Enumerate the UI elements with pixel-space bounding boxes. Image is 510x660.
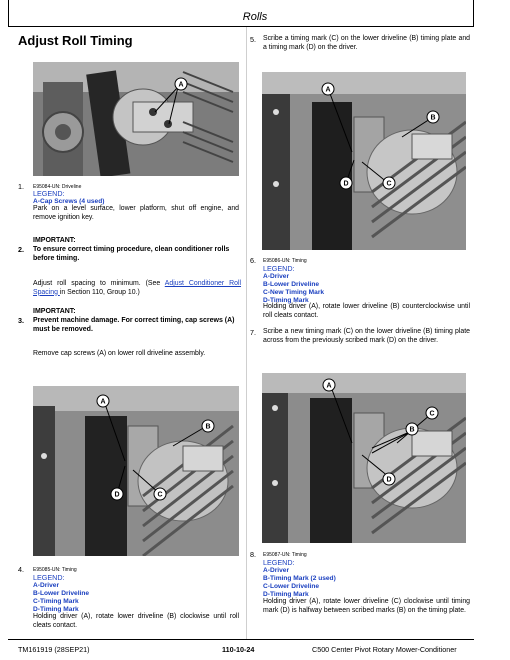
header-rule bbox=[8, 26, 474, 27]
footer-manual-title: C500 Center Pivot Rotary Mower-Conditioner bbox=[312, 645, 457, 654]
fig8-number: 8. bbox=[250, 550, 256, 559]
footer-rule bbox=[8, 639, 474, 640]
fig4-caption: E95085-UN: Timing bbox=[33, 567, 77, 573]
section-title: Adjust Roll Timing bbox=[18, 33, 133, 48]
fig1-legend-heading: LEGEND: bbox=[33, 189, 65, 198]
callout-a: A bbox=[100, 398, 106, 406]
fig4-legend-heading: LEGEND: bbox=[33, 573, 65, 582]
callout-c: C bbox=[386, 180, 392, 188]
fig8-caption: E95087-UN: Timing bbox=[263, 552, 307, 558]
step1-text: Park on a level surface, lower platform, shut off engine, and remove ignition key. bbox=[33, 205, 239, 221]
fig4-legend-item: D-Timing Mark bbox=[33, 606, 79, 613]
fig4-legend-item: B-Lower Driveline bbox=[33, 590, 90, 597]
important2-number: 3. bbox=[18, 316, 24, 325]
figure-8-photo bbox=[262, 373, 466, 543]
footer-page-number: 110-10-24 bbox=[222, 645, 255, 654]
callout-d: D bbox=[343, 180, 349, 188]
important2-heading: IMPORTANT: bbox=[33, 308, 76, 315]
fig8-legend-item: B-Timing Mark (2 used) bbox=[263, 575, 336, 582]
callout-b: B bbox=[409, 426, 415, 434]
step5-number: 5. bbox=[250, 35, 256, 44]
step4-text: Holding driver (A), rotate lower driveline (B) clockwise until roll cleats contact. bbox=[33, 613, 239, 629]
page-header-title: Rolls bbox=[242, 11, 268, 23]
fig6-legend-heading: LEGEND: bbox=[263, 264, 295, 273]
fig6-number: 6. bbox=[250, 256, 256, 265]
callout-d: D bbox=[386, 476, 392, 484]
step7-text: Scribe a new timing mark (C) on the lower driveline (B) timing plate across from the previously scribed mark (D) on the driver. bbox=[263, 328, 470, 344]
callout-b: B bbox=[205, 423, 211, 431]
fig6-legend-item: C-New Timing Mark bbox=[263, 289, 325, 296]
step8-text: Holding driver (A), rotate lower driveline (C) clockwise until timing mark (D) is halfway between scribed marks (B) on the timing plate. bbox=[263, 598, 470, 614]
step7-number: 7. bbox=[250, 328, 256, 337]
important2-text: Prevent machine damage. For correct timing, cap screws (A) must be removed. bbox=[33, 317, 235, 333]
remove-cap-screws-text: Remove cap screws (A) on lower roll driveline assembly. bbox=[33, 350, 206, 357]
fig1-caption: E95084-UN: Driveline bbox=[33, 184, 82, 190]
adjust-conditioner-roll-spacing-link[interactable]: Adjust Conditioner Roll Spacing bbox=[33, 280, 242, 296]
fig4-legend-item: C-Timing Mark bbox=[33, 598, 79, 605]
figure-6-photo bbox=[262, 72, 466, 250]
callout-a: A bbox=[178, 81, 184, 89]
fig8-legend-item: A-Driver bbox=[263, 567, 290, 574]
fig6-legend-item: B-Lower Driveline bbox=[263, 281, 320, 288]
step6-text: Holding driver (A), rotate lower driveline (B) counterclockwise until roll cleats contact. bbox=[263, 303, 470, 319]
fig8-legend-item: C-Lower Driveline bbox=[263, 583, 320, 590]
step5-text: Scribe a timing mark (C) on the lower driveline (B) timing plate and a timing mark (D) on the driver. bbox=[263, 35, 470, 51]
column-divider bbox=[246, 27, 247, 639]
fig1-number: 1. bbox=[18, 182, 24, 191]
important1-number: 2. bbox=[18, 245, 24, 254]
fig1-legend-item: A-Cap Screws (4 used) bbox=[33, 198, 105, 205]
adjust-spacing-text bbox=[33, 280, 241, 297]
callout-a: A bbox=[325, 86, 331, 94]
fig4-number: 4. bbox=[18, 565, 24, 574]
important1-heading: IMPORTANT: bbox=[33, 237, 76, 244]
header-right-border bbox=[473, 0, 474, 27]
fig6-legend-item: A-Driver bbox=[263, 273, 290, 280]
callout-d: D bbox=[114, 491, 120, 499]
adjust-text-pre: Adjust roll spacing to minimum. (See bbox=[33, 280, 165, 287]
fig4-legend-item: A-Driver bbox=[33, 582, 60, 589]
adjust-text-post: in Section 110, Group 10.) bbox=[59, 288, 140, 296]
callout-c: C bbox=[429, 410, 435, 418]
footer-doc-id: TM161919 (28SEP21) bbox=[18, 645, 90, 654]
figure-1-photo bbox=[33, 62, 239, 176]
fig8-legend-heading: LEGEND: bbox=[263, 558, 295, 567]
figure-4-photo bbox=[33, 386, 239, 556]
callout-a: A bbox=[326, 382, 332, 390]
header-left-border bbox=[8, 0, 9, 27]
fig8-legend-item: D-Timing Mark bbox=[263, 591, 309, 598]
fig6-legend-item: D-Timing Mark bbox=[263, 297, 309, 304]
callout-c: C bbox=[157, 491, 163, 499]
callout-b: B bbox=[430, 114, 436, 122]
important1-text: To ensure correct timing procedure, clean conditioner rolls before timing. bbox=[33, 246, 230, 262]
fig6-caption: E95086-UN: Timing bbox=[263, 258, 307, 264]
